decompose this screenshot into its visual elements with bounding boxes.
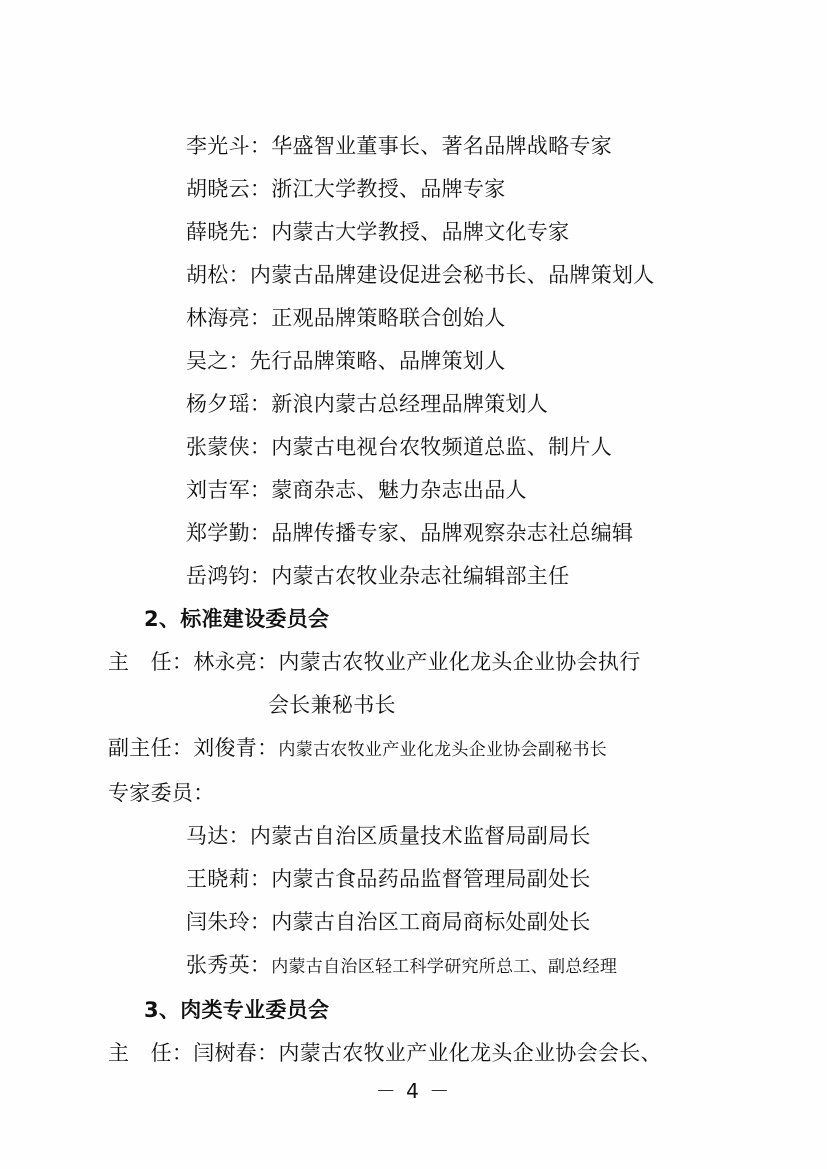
text-line: 杨夕瑶：新浪内蒙古总经理品牌策划人 (186, 392, 549, 416)
text-line: 薛晓先：内蒙古大学教授、品牌文化专家 (186, 220, 570, 244)
text-segment-small: 内蒙古自治区轻工科学研究所总工、副总经理 (271, 957, 618, 977)
text-line: 林海亮：正观品牌策略联合创始人 (186, 306, 506, 330)
text-line: 主 任：林永亮：内蒙古农牧业产业化龙头企业协会执行 (108, 650, 641, 674)
document-body (108, 125, 718, 1075)
text-line-mixed (108, 944, 718, 989)
text-line: 专家委员： (108, 781, 215, 805)
text-segment: 张秀英： (186, 953, 272, 977)
text-line: 刘吉军：蒙商杂志、魅力杂志出品人 (186, 478, 527, 502)
text-line: 主 任：闫树春：内蒙古农牧业产业化龙头企业协会会长、 (108, 1041, 662, 1065)
text-line-mixed (108, 727, 718, 772)
text-line: 李光斗：华盛智业董事长、著名品牌战略专家 (186, 134, 612, 158)
text-line: 马达：内蒙古自治区质量技术监督局副局长 (186, 824, 591, 848)
text-line: 会长兼秘书长 (268, 693, 396, 717)
page-number: － 4 － (375, 1079, 452, 1103)
text-line: 胡晓云：浙江大学教授、品牌专家 (186, 177, 506, 201)
text-line: 吴之：先行品牌策略、品牌策划人 (186, 349, 506, 373)
section-heading-2: 2、标准建设委员会 (144, 607, 330, 631)
text-segment: 副主任：刘俊青： (108, 736, 279, 760)
text-line: 胡松：内蒙古品牌建设促进会秘书长、品牌策划人 (186, 263, 655, 287)
section-heading-3: 3、肉类专业委员会 (144, 998, 330, 1022)
text-line: 张蒙侠：内蒙古电视台农牧频道总监、制片人 (186, 435, 612, 459)
text-segment-small: 内蒙古农牧业产业化龙头企业协会副秘书长 (278, 740, 608, 760)
text-line: 郑学勤：品牌传播专家、品牌观察杂志社总编辑 (186, 521, 634, 545)
text-line: 岳鸿钧：内蒙古农牧业杂志社编辑部主任 (186, 564, 570, 588)
text-line: 王晓莉：内蒙古食品药品监督管理局副处长 (186, 867, 591, 891)
text-line: 闫朱玲：内蒙古自治区工商局商标处副处长 (186, 910, 591, 934)
